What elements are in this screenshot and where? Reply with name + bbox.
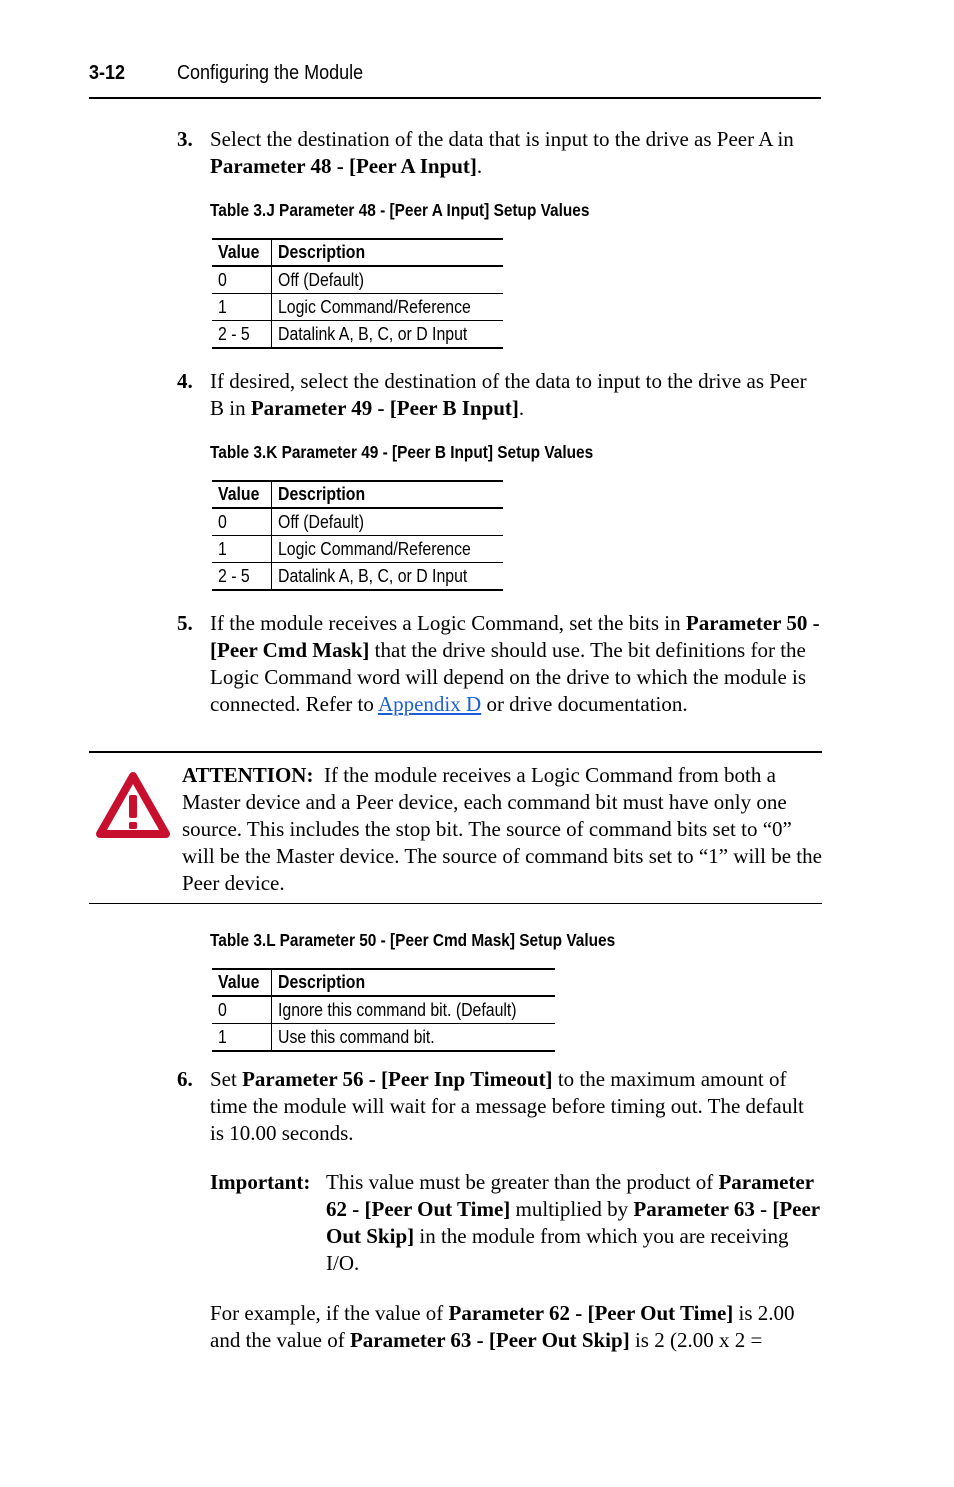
step-text-part: that the drive should use. The bit definitions for the Logic Command word will depend on the drive to which the module is connected. Refer to bbox=[210, 638, 807, 716]
step-number: 3. bbox=[177, 127, 193, 151]
step-text-part: or drive documentation. bbox=[481, 692, 688, 716]
table-cell: Logic Command/Reference bbox=[272, 536, 504, 563]
example-paragraph bbox=[210, 1300, 822, 1354]
step-text bbox=[210, 368, 822, 422]
table-row bbox=[212, 508, 503, 536]
parameter-ref: Parameter 63 - [Peer Out Skip] bbox=[349, 1328, 630, 1352]
table-header-row bbox=[212, 239, 503, 266]
step-text bbox=[210, 126, 822, 180]
parameter-ref: Parameter 62 - [Peer Out Time] bbox=[326, 1170, 814, 1221]
step-4 bbox=[177, 368, 822, 422]
step-text-part: If the module receives a Logic Command, set the bits in bbox=[210, 611, 686, 635]
step-6 bbox=[177, 1066, 822, 1147]
important-label: Important: bbox=[210, 1170, 311, 1194]
table-cell: 1 bbox=[212, 1024, 272, 1052]
column-header: Value bbox=[212, 969, 272, 996]
important-note bbox=[210, 1169, 822, 1277]
table-cell: Use this command bit. bbox=[272, 1024, 556, 1052]
warning-triangle-icon bbox=[96, 771, 170, 839]
appendix-d-link[interactable]: Appendix D bbox=[377, 692, 482, 716]
table-row bbox=[212, 266, 503, 294]
table-caption: Table 3.L Parameter 50 - [Peer Cmd Mask] Setup Values bbox=[210, 930, 616, 950]
page-header bbox=[89, 60, 821, 99]
paragraph-text-part: is 2.00 and the value of bbox=[210, 1301, 795, 1352]
table-cell: 2 - 5 bbox=[212, 563, 272, 591]
table-cell: 1 bbox=[212, 536, 272, 563]
step-text-part: If desired, select the destination of the data to input to the drive as Peer B in bbox=[210, 369, 807, 420]
step-3 bbox=[177, 126, 822, 180]
table-header-row bbox=[212, 481, 503, 508]
parameter-ref: Parameter 63 - [Peer Out Skip] bbox=[326, 1197, 820, 1248]
step-text-part: . bbox=[476, 154, 483, 178]
paragraph-text-part: is 2 (2.00 x 2 = bbox=[629, 1328, 763, 1352]
step-number: 5. bbox=[177, 611, 193, 635]
parameter-ref: Parameter 50 - [Peer Cmd Mask] bbox=[210, 611, 820, 662]
table-caption: Table 3.K Parameter 49 - [Peer B Input] Setup Values bbox=[210, 442, 594, 462]
column-header: Value bbox=[212, 239, 272, 266]
attention-notice bbox=[89, 751, 822, 904]
table-row bbox=[212, 294, 503, 321]
table-row bbox=[212, 536, 503, 563]
parameter-ref: Parameter 49 - [Peer B Input] bbox=[250, 396, 519, 420]
note-text-part: multiplied by bbox=[510, 1197, 634, 1221]
step-text-part: Select the destination of the data that is input to the drive as Peer A in bbox=[210, 127, 794, 151]
attention-text bbox=[182, 762, 822, 897]
column-header: Description bbox=[272, 481, 504, 508]
table-cell: Off (Default) bbox=[272, 266, 504, 294]
step-text-part: . bbox=[518, 396, 525, 420]
table-row bbox=[212, 563, 503, 591]
table-cell: Datalink A, B, C, or D Input bbox=[272, 321, 504, 349]
parameter-ref: Parameter 48 - [Peer A Input] bbox=[210, 154, 477, 178]
page-number: 3-12 bbox=[89, 62, 126, 84]
table-caption: Table 3.J Parameter 48 - [Peer A Input] Setup Values bbox=[210, 200, 590, 220]
table-cell: Ignore this command bit. (Default) bbox=[272, 996, 556, 1024]
table-cell: 2 - 5 bbox=[212, 321, 272, 349]
section-title: Configuring the Module bbox=[177, 62, 364, 84]
paragraph-text-part: For example, if the value of bbox=[210, 1301, 449, 1325]
column-header: Value bbox=[212, 481, 272, 508]
table-row bbox=[212, 996, 555, 1024]
step-text bbox=[210, 610, 822, 718]
step-text-part: to the maximum amount of time the module will wait for a message before timing out. The default is 10.00 seconds. bbox=[210, 1067, 804, 1145]
table-header-row bbox=[212, 969, 555, 996]
step-number: 4. bbox=[177, 369, 193, 393]
setup-values-table-k bbox=[212, 480, 503, 591]
table-row bbox=[212, 321, 503, 349]
column-header: Description bbox=[272, 239, 504, 266]
important-text bbox=[326, 1169, 822, 1277]
setup-values-table-j bbox=[212, 238, 503, 349]
table-cell: 0 bbox=[212, 508, 272, 536]
step-number: 6. bbox=[177, 1067, 193, 1091]
note-text-part: This value must be greater than the product of bbox=[326, 1170, 719, 1194]
table-cell: 0 bbox=[212, 996, 272, 1024]
attention-body: If the module receives a Logic Command from both a Master device and a Peer device, each command bit must have only one source. This includes the stop bit. The source of command bits set to “0” will be the Master device. The source of command bits set to “1” will be the Peer device. bbox=[182, 763, 822, 895]
column-header: Description bbox=[272, 969, 556, 996]
table-cell: 0 bbox=[212, 266, 272, 294]
step-5 bbox=[177, 610, 822, 718]
setup-values-table-l bbox=[212, 968, 555, 1052]
attention-label: ATTENTION: bbox=[182, 763, 314, 787]
note-text-part: in the module from which you are receiving I/O. bbox=[326, 1224, 789, 1275]
parameter-ref: Parameter 56 - [Peer Inp Timeout] bbox=[242, 1067, 553, 1091]
table-cell: 1 bbox=[212, 294, 272, 321]
table-cell: Datalink A, B, C, or D Input bbox=[272, 563, 504, 591]
table-row bbox=[212, 1024, 555, 1052]
step-text-part: Set bbox=[210, 1067, 243, 1091]
step-text bbox=[210, 1066, 822, 1147]
table-cell: Off (Default) bbox=[272, 508, 504, 536]
table-cell: Logic Command/Reference bbox=[272, 294, 504, 321]
parameter-ref: Parameter 62 - [Peer Out Time] bbox=[448, 1301, 734, 1325]
